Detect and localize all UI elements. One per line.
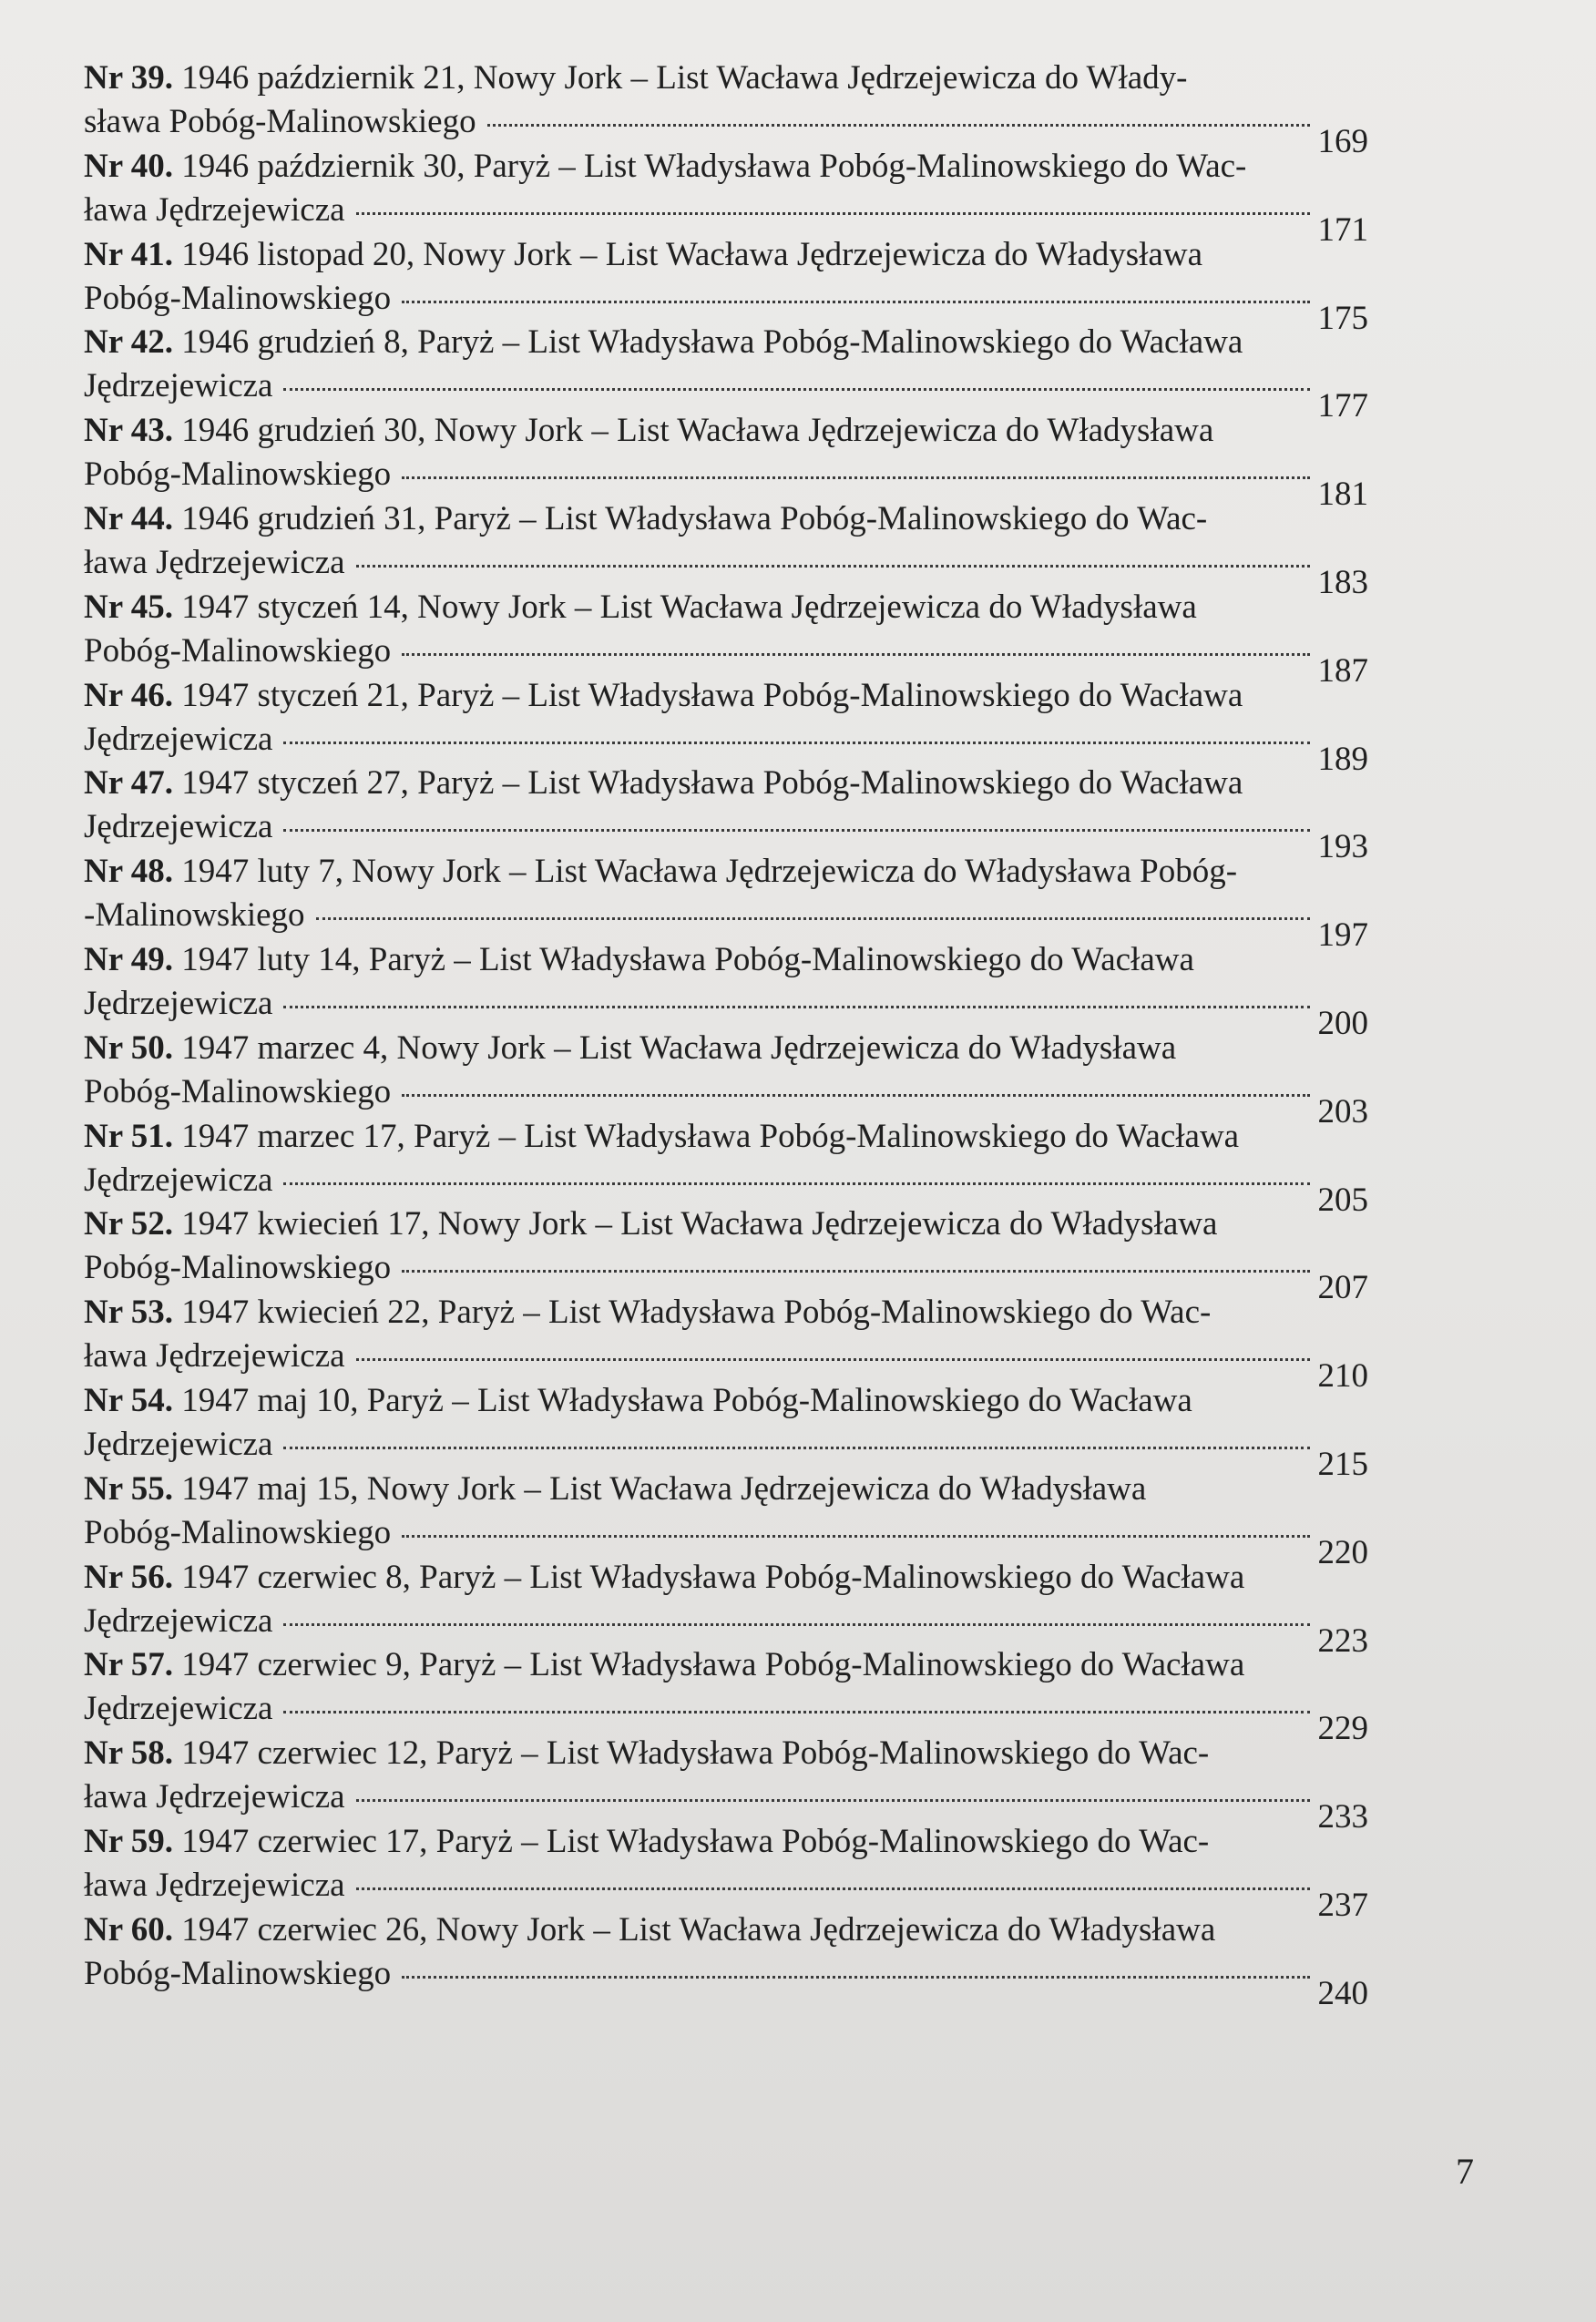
entry-page-number: 237 bbox=[1317, 1886, 1368, 1924]
toc-entry bbox=[84, 762, 1396, 866]
entry-continuation: ława Jędrzejewicza bbox=[84, 1778, 345, 1816]
entry-number: Nr 39. bbox=[84, 59, 173, 97]
toc-entry-continuation-line bbox=[84, 629, 1323, 673]
entry-number: Nr 44. bbox=[84, 499, 173, 537]
entry-continuation: ława Jędrzejewicza bbox=[84, 1337, 345, 1376]
toc-entry-title bbox=[84, 1115, 1323, 1159]
entry-page-number: 200 bbox=[1317, 1004, 1368, 1042]
entry-continuation: ława Jędrzejewicza bbox=[84, 1866, 345, 1904]
entry-continuation: Pobóg-Malinowskiego bbox=[84, 631, 392, 670]
toc-entry-title bbox=[84, 586, 1323, 629]
dot-leader bbox=[402, 1094, 1310, 1097]
entry-continuation: Jędrzejewicza bbox=[84, 984, 273, 1022]
entry-number: Nr 47. bbox=[84, 764, 173, 803]
entry-description: 1946 październik 21, Nowy Jork – List Wacława Jędrzejewicza do Włady- bbox=[172, 59, 1188, 97]
toc-entry-continuation-line bbox=[84, 189, 1323, 232]
toc-entry bbox=[84, 1643, 1396, 1748]
toc-entry bbox=[84, 674, 1396, 778]
toc-entry-continuation-line bbox=[84, 1687, 1323, 1731]
toc-entry-title bbox=[84, 1643, 1323, 1687]
toc-entry bbox=[84, 321, 1396, 425]
entry-number: Nr 55. bbox=[84, 1469, 173, 1508]
entry-description: 1947 styczeń 27, Paryż – List Władysława Pobóg-Malinowskiego do Wacława bbox=[172, 764, 1243, 803]
entry-number: Nr 43. bbox=[84, 412, 173, 450]
toc-entry-title bbox=[84, 1379, 1323, 1423]
entry-number: Nr 58. bbox=[84, 1734, 173, 1773]
toc-entry-continuation-line bbox=[84, 1070, 1323, 1114]
toc-entry bbox=[84, 409, 1396, 514]
toc-entry-continuation-line bbox=[84, 1600, 1323, 1643]
entry-number: Nr 46. bbox=[84, 676, 173, 714]
toc-entry-title bbox=[84, 674, 1323, 718]
entry-description: 1947 czerwiec 8, Paryż – List Władysława Pobóg-Malinowskiego do Wacława bbox=[172, 1558, 1245, 1596]
entry-page-number: 240 bbox=[1317, 1974, 1368, 2012]
entry-page-number: 183 bbox=[1317, 563, 1368, 601]
entry-continuation: Pobóg-Malinowskiego bbox=[84, 279, 392, 317]
entry-continuation: Pobóg-Malinowskiego bbox=[84, 455, 392, 494]
toc-entry-title bbox=[84, 409, 1323, 453]
entry-number: Nr 40. bbox=[84, 147, 173, 185]
entry-number: Nr 41. bbox=[84, 235, 173, 273]
toc-entry-title bbox=[84, 1291, 1323, 1335]
entry-continuation: Jędrzejewicza bbox=[84, 1601, 273, 1640]
entry-description: 1947 maj 15, Nowy Jork – List Wacława Jędrzejewicza do Władysława bbox=[172, 1469, 1147, 1508]
entry-number: Nr 45. bbox=[84, 588, 173, 626]
entry-description: 1947 styczeń 14, Nowy Jork – List Wacława Jędrzejewicza do Władysława bbox=[172, 588, 1197, 626]
toc-entry bbox=[84, 1820, 1396, 1924]
toc-entry bbox=[84, 1027, 1396, 1130]
dot-leader bbox=[283, 742, 1310, 744]
toc-entry-title bbox=[84, 850, 1323, 894]
entry-page-number: 187 bbox=[1317, 651, 1368, 690]
dot-leader bbox=[283, 829, 1310, 832]
toc-entry-continuation-line bbox=[84, 453, 1323, 496]
dot-leader bbox=[283, 1182, 1310, 1185]
table-of-contents bbox=[84, 56, 1396, 2012]
toc-entry bbox=[84, 938, 1396, 1042]
toc-entry-continuation-line bbox=[84, 1952, 1323, 1996]
toc-entry bbox=[84, 1115, 1396, 1219]
entry-number: Nr 51. bbox=[84, 1117, 173, 1155]
entry-page-number: 175 bbox=[1317, 299, 1368, 337]
entry-continuation: Jędrzejewicza bbox=[84, 1690, 273, 1728]
toc-entry bbox=[84, 1379, 1396, 1483]
toc-entry-title bbox=[84, 1027, 1323, 1070]
toc-entry-continuation-line bbox=[84, 1775, 1323, 1819]
toc-entry-title bbox=[84, 1732, 1323, 1775]
entry-number: Nr 56. bbox=[84, 1558, 173, 1596]
toc-entry-continuation-line bbox=[84, 364, 1323, 408]
toc-entry-continuation-line bbox=[84, 1246, 1323, 1290]
entry-description: 1947 luty 7, Nowy Jork – List Wacława Jędrzejewicza do Władysława Pobóg- bbox=[172, 853, 1238, 891]
toc-entry-continuation-line bbox=[84, 894, 1323, 937]
entry-number: Nr 53. bbox=[84, 1294, 173, 1332]
entry-continuation: Jędrzejewicza bbox=[84, 367, 273, 405]
dot-leader bbox=[356, 1887, 1310, 1890]
entry-description: 1947 maj 10, Paryż – List Władysława Pobóg-Malinowskiego do Wacława bbox=[172, 1381, 1192, 1419]
toc-entry-continuation-line bbox=[84, 100, 1323, 144]
toc-entry-title bbox=[84, 1468, 1323, 1511]
toc-entry bbox=[84, 1202, 1396, 1307]
entry-description: 1947 czerwiec 17, Paryż – List Władysława Pobóg-Malinowskiego do Wac- bbox=[172, 1822, 1210, 1860]
toc-entry bbox=[84, 1732, 1396, 1836]
entry-description: 1947 styczeń 21, Paryż – List Władysława Pobóg-Malinowskiego do Wacława bbox=[172, 676, 1243, 714]
dot-leader bbox=[402, 476, 1310, 479]
entry-continuation: Pobóg-Malinowskiego bbox=[84, 1072, 392, 1110]
entry-number: Nr 42. bbox=[84, 323, 173, 362]
entry-description: 1947 marzec 4, Nowy Jork – List Wacława Jędrzejewicza do Władysława bbox=[172, 1028, 1177, 1067]
entry-number: Nr 54. bbox=[84, 1381, 173, 1419]
dot-leader bbox=[283, 1623, 1310, 1626]
toc-entry bbox=[84, 1908, 1396, 2012]
toc-entry-title bbox=[84, 145, 1323, 189]
entry-page-number: 207 bbox=[1317, 1269, 1368, 1307]
toc-entry-continuation-line bbox=[84, 1159, 1323, 1202]
dot-leader bbox=[283, 1711, 1310, 1713]
entry-description: 1947 czerwiec 9, Paryż – List Władysława Pobóg-Malinowskiego do Wacława bbox=[172, 1646, 1245, 1684]
dot-leader bbox=[402, 653, 1310, 656]
entry-description: 1946 grudzień 31, Paryż – List Władysława Pobóg-Malinowskiego do Wac- bbox=[172, 499, 1208, 537]
toc-entry bbox=[84, 850, 1396, 955]
dot-leader bbox=[283, 1006, 1310, 1008]
dot-leader bbox=[356, 1799, 1310, 1802]
entry-description: 1947 czerwiec 12, Paryż – List Władysława Pobóg-Malinowskiego do Wac- bbox=[172, 1734, 1210, 1773]
entry-page-number: 171 bbox=[1317, 210, 1368, 249]
toc-entry-continuation-line bbox=[84, 982, 1323, 1026]
entry-continuation: Jędrzejewicza bbox=[84, 1161, 273, 1199]
entry-continuation: sława Pobóg-Malinowskiego bbox=[84, 103, 476, 140]
entry-description: 1946 grudzień 8, Paryż – List Władysława Pobóg-Malinowskiego do Wacława bbox=[172, 323, 1243, 362]
toc-entry-continuation-line bbox=[84, 718, 1323, 762]
dot-leader bbox=[283, 388, 1310, 391]
dot-leader bbox=[356, 1358, 1310, 1361]
entry-page-number: 229 bbox=[1317, 1710, 1368, 1748]
entry-continuation: Pobóg-Malinowskiego bbox=[84, 1249, 392, 1287]
toc-entry-title bbox=[84, 233, 1323, 277]
toc-entry-continuation-line bbox=[84, 805, 1323, 849]
entry-page-number: 215 bbox=[1317, 1445, 1368, 1483]
entry-page-number: 233 bbox=[1317, 1798, 1368, 1836]
entry-continuation: Pobóg-Malinowskiego bbox=[84, 1513, 392, 1551]
toc-entry-title bbox=[84, 56, 1323, 100]
toc-entry bbox=[84, 145, 1396, 249]
entry-page-number: 197 bbox=[1317, 916, 1368, 955]
entry-page-number: 169 bbox=[1317, 123, 1368, 160]
entry-number: Nr 50. bbox=[84, 1028, 173, 1067]
toc-entry-title bbox=[84, 321, 1323, 364]
toc-entry-continuation-line bbox=[84, 1864, 1323, 1908]
toc-entry-title bbox=[84, 762, 1323, 805]
entry-page-number: 177 bbox=[1317, 387, 1368, 425]
entry-number: Nr 60. bbox=[84, 1910, 173, 1949]
entry-number: Nr 49. bbox=[84, 940, 173, 978]
entry-page-number: 205 bbox=[1317, 1181, 1368, 1219]
toc-entry-title bbox=[84, 1556, 1323, 1600]
entry-number: Nr 57. bbox=[84, 1646, 173, 1684]
toc-entry bbox=[84, 497, 1396, 601]
entry-continuation: ława Jędrzejewicza bbox=[84, 190, 345, 229]
dot-leader bbox=[356, 565, 1310, 568]
entry-description: 1946 październik 30, Paryż – List Władysława Pobóg-Malinowskiego do Wac- bbox=[172, 147, 1247, 185]
toc-entry bbox=[84, 56, 1396, 160]
toc-entry-title bbox=[84, 1202, 1323, 1246]
entry-page-number: 210 bbox=[1317, 1357, 1368, 1396]
entry-description: 1947 marzec 17, Paryż – List Władysława Pobóg-Malinowskiego do Wacława bbox=[172, 1117, 1240, 1155]
entry-number: Nr 48. bbox=[84, 853, 173, 891]
page-number: 7 bbox=[1456, 2151, 1474, 2192]
entry-page-number: 203 bbox=[1317, 1092, 1368, 1130]
toc-entry-title bbox=[84, 1908, 1323, 1952]
entry-continuation: Jędrzejewicza bbox=[84, 808, 273, 846]
toc-entry-continuation-line bbox=[84, 1335, 1323, 1378]
dot-leader bbox=[283, 1447, 1310, 1449]
entry-description: 1946 listopad 20, Nowy Jork – List Wacława Jędrzejewicza do Władysława bbox=[172, 235, 1203, 273]
entry-description: 1947 kwiecień 22, Paryż – List Władysława Pobóg-Malinowskiego do Wac- bbox=[172, 1294, 1212, 1332]
entry-continuation: ława Jędrzejewicza bbox=[84, 543, 345, 581]
toc-entry-title bbox=[84, 938, 1323, 982]
toc-entry-title bbox=[84, 497, 1323, 541]
toc-entry-title bbox=[84, 1820, 1323, 1864]
entry-continuation: Pobóg-Malinowskiego bbox=[84, 1954, 392, 1992]
entry-page-number: 189 bbox=[1317, 740, 1368, 778]
entry-page-number: 223 bbox=[1317, 1621, 1368, 1660]
entry-description: 1947 kwiecień 17, Nowy Jork – List Wacława Jędrzejewicza do Władysława bbox=[172, 1205, 1218, 1243]
entry-description: 1946 grudzień 30, Nowy Jork – List Wacława Jędrzejewicza do Władysława bbox=[172, 412, 1214, 450]
dot-leader bbox=[402, 1976, 1310, 1979]
entry-page-number: 193 bbox=[1317, 828, 1368, 866]
dot-leader bbox=[316, 917, 1310, 920]
toc-entry bbox=[84, 1291, 1396, 1396]
dot-leader bbox=[356, 212, 1310, 215]
toc-entry bbox=[84, 1468, 1396, 1571]
dot-leader bbox=[402, 1535, 1310, 1538]
entry-description: 1947 czerwiec 26, Nowy Jork – List Wacława Jędrzejewicza do Władysława bbox=[172, 1910, 1216, 1949]
entry-page-number: 220 bbox=[1317, 1533, 1368, 1571]
entry-continuation: Jędrzejewicza bbox=[84, 1425, 273, 1463]
toc-entry bbox=[84, 1556, 1396, 1660]
entry-number: Nr 52. bbox=[84, 1205, 173, 1243]
toc-entry bbox=[84, 233, 1396, 337]
toc-entry-continuation-line bbox=[84, 1511, 1323, 1555]
entry-description: 1947 luty 14, Paryż – List Władysława Pobóg-Malinowskiego do Wacława bbox=[172, 940, 1194, 978]
dot-leader bbox=[402, 1270, 1310, 1273]
toc-entry-continuation-line bbox=[84, 1423, 1323, 1467]
toc-entry-continuation-line bbox=[84, 541, 1323, 585]
entry-continuation: Jędrzejewicza bbox=[84, 720, 273, 758]
entry-continuation: -Malinowskiego bbox=[84, 896, 305, 935]
toc-entry-continuation-line bbox=[84, 277, 1323, 321]
entry-number: Nr 59. bbox=[84, 1822, 173, 1860]
dot-leader bbox=[402, 301, 1310, 303]
entry-page-number: 181 bbox=[1317, 476, 1368, 514]
toc-entry bbox=[84, 586, 1396, 690]
dot-leader bbox=[487, 124, 1310, 127]
